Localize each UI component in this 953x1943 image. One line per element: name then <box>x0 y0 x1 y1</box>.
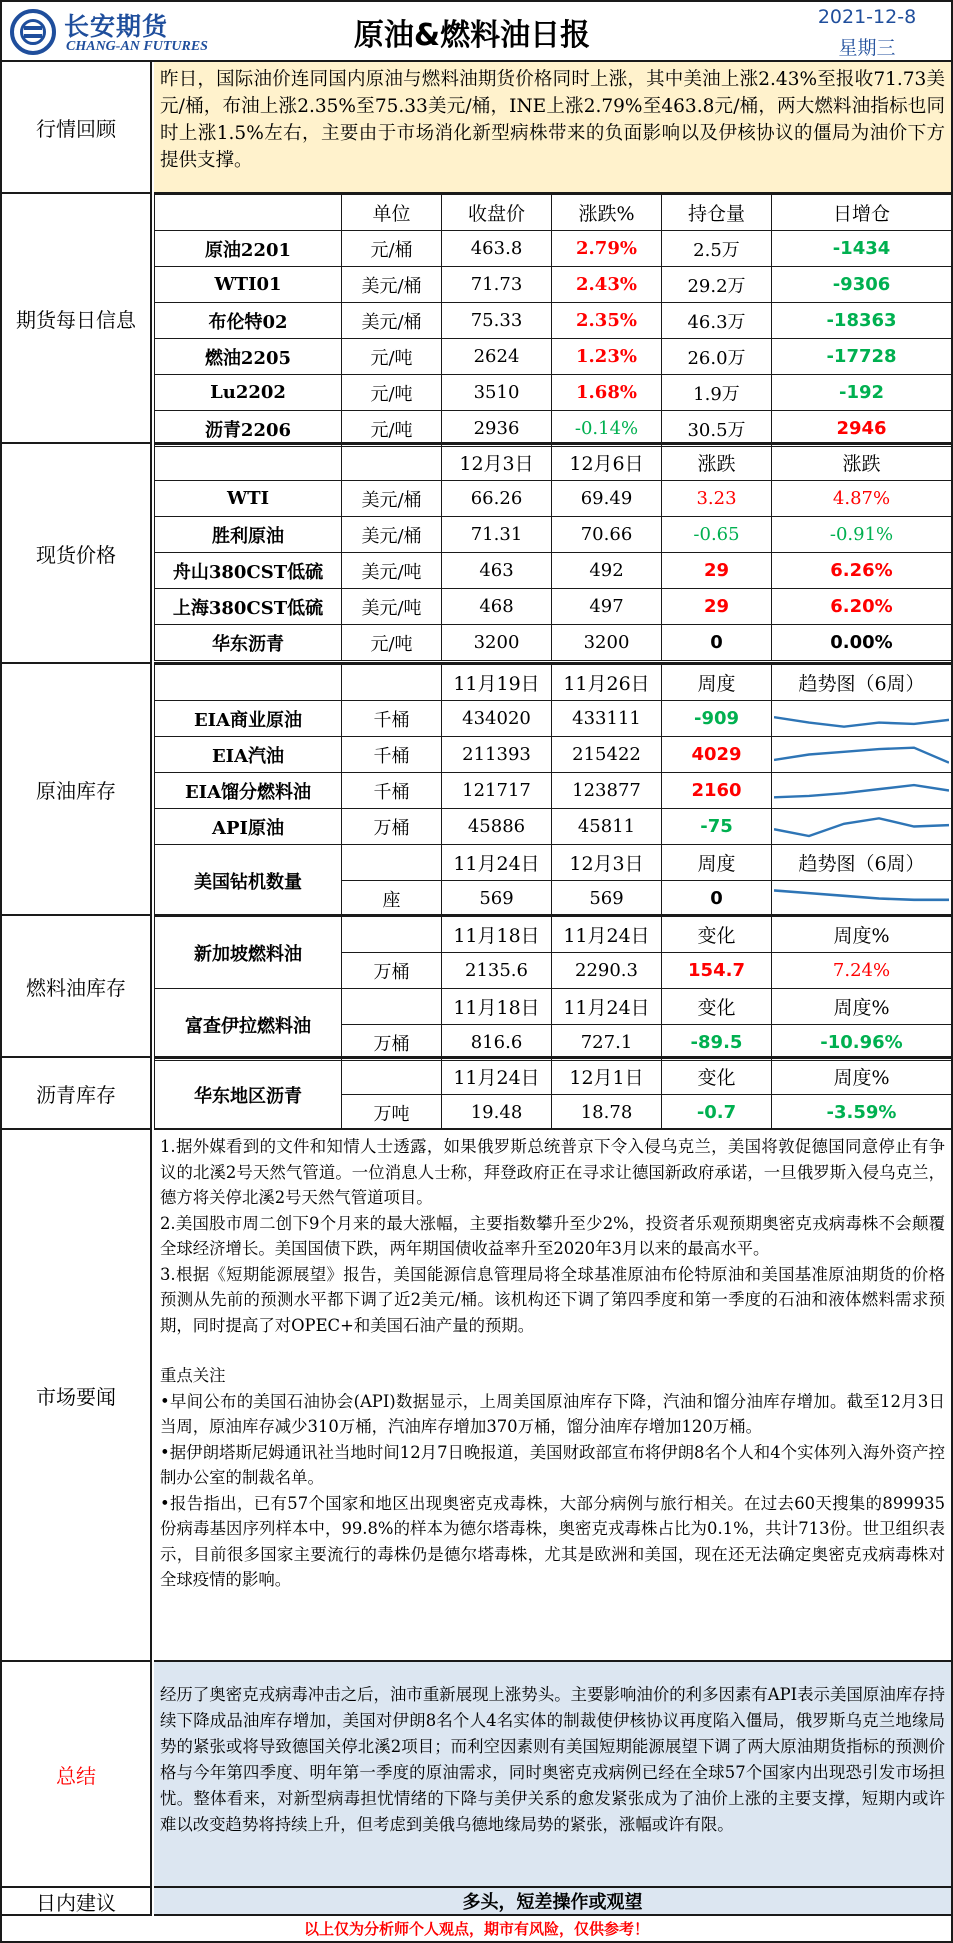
trend-sparkline <box>772 809 952 845</box>
crude-value-date1: 45886 <box>442 809 552 845</box>
fuel-inventory-section <box>154 916 951 1058</box>
crude-header-date1: 11月19日 <box>442 665 552 701</box>
fuel-header-change: 变化 <box>662 989 772 1025</box>
crude-row <box>155 773 952 809</box>
spot-unit: 美元/吨 <box>342 589 442 625</box>
crude-inventory-table <box>154 664 952 917</box>
futures-name: WTI01 <box>155 267 342 303</box>
crude-header-row <box>155 665 952 701</box>
fuel-header-date2: 11月24日 <box>552 917 662 953</box>
asphalt-unit: 万吨 <box>342 1095 442 1131</box>
crude-name: EIA商业原油 <box>155 701 342 737</box>
sparkline-path <box>774 818 949 836</box>
spot-row <box>155 517 952 553</box>
fuel-change: 154.7 <box>662 953 772 989</box>
spot-change-pct: 6.20% <box>772 589 952 625</box>
report-date: 2021-12-8 <box>817 6 917 28</box>
futures-oi: 29.2万 <box>662 267 772 303</box>
futures-oi-change: -17728 <box>772 339 952 375</box>
sparkline-path <box>774 785 949 797</box>
rig-header-row <box>155 845 952 881</box>
spot-name: WTI <box>155 481 342 517</box>
crude-header-blank <box>155 665 342 701</box>
summary-section <box>154 1662 951 1888</box>
crude-value-date2: 433111 <box>552 701 662 737</box>
crude-row <box>155 809 952 845</box>
futures-header-change: 涨跌% <box>552 195 662 231</box>
spot-row <box>155 625 952 661</box>
asphalt-inventory-table <box>154 1058 952 1131</box>
futures-section <box>154 194 951 444</box>
futures-close: 463.8 <box>442 231 552 267</box>
crude-name: EIA馏分燃料油 <box>155 773 342 809</box>
futures-oi: 30.5万 <box>662 411 772 447</box>
market-review-text: 昨日，国际油价连同国内原油与燃料油期货价格同时上涨，其中美油上涨2.43%至报收71.73美元/桶，布油上涨2.35%至75.33美元/桶，INE上涨2.79%至463.8元/桶，两大燃料油指标也同时上涨1.5%左右，主要由于市场消化新型病株带来的负面影响以及伊核协议的僵局为油价下方提供支撑。 <box>154 62 951 192</box>
asphalt-name: 华东地区沥青 <box>155 1059 342 1131</box>
crude-row <box>155 701 952 737</box>
news-item: •报告指出，已有57个国家和地区出现奥密克戎毒株，大部分病例与旅行相关。在过去60天搜集的899935份病毒基因序列样本中，99.8%的样本为德尔塔毒株，奥密克戎毒株占比为0.1%，共计713份。世卫组织表示，目前很多国家主要流行的毒株仍是德尔塔毒株，尤其是欧洲和美国，现在还无法确定奥密克戎病毒株对全球疫情的影响。 <box>160 1493 945 1589</box>
fuel-header-change: 变化 <box>662 917 772 953</box>
fuel-unit: 万桶 <box>342 953 442 989</box>
spot-change-pct: 6.26% <box>772 553 952 589</box>
futures-oi: 2.5万 <box>662 231 772 267</box>
sparkline-path <box>774 748 949 763</box>
fuel-value-date1: 2135.6 <box>442 953 552 989</box>
futures-row <box>155 375 952 411</box>
report-weekday: 星期三 <box>838 37 896 59</box>
trend-sparkline <box>772 881 952 917</box>
spot-value-date2: 3200 <box>552 625 662 661</box>
spot-value-date2: 70.66 <box>552 517 662 553</box>
crude-header-blank-unit <box>342 665 442 701</box>
label-market-news: 市场要闻 <box>2 1130 152 1662</box>
crude-value-date2: 45811 <box>552 809 662 845</box>
futures-oi-change: -192 <box>772 375 952 411</box>
rig-weekly-change: 0 <box>662 881 772 917</box>
intraday-advice-text: 多头，短差操作或观望 <box>154 1888 951 1914</box>
futures-oi-change: -1434 <box>772 231 952 267</box>
crude-header-date2: 11月26日 <box>552 665 662 701</box>
futures-oi-change: -9306 <box>772 267 952 303</box>
rig-unit: 座 <box>342 881 442 917</box>
spot-change-pct: -0.91% <box>772 517 952 553</box>
futures-close: 71.73 <box>442 267 552 303</box>
spot-row <box>155 589 952 625</box>
crude-unit: 千桶 <box>342 737 442 773</box>
crude-value-date1: 211393 <box>442 737 552 773</box>
rig-header-date1: 11月24日 <box>442 845 552 881</box>
advice-section <box>154 1888 951 1916</box>
news-item: 3.根据《短期能源展望》报告，美国能源信息管理局将全球基准原油布伦特原油和美国基准原油期货的价格预测从先前的预测水平都下调了近2美元/桶。该机构还下调了第四季度和第一季度的石油和液体燃料需求预期，同时提高了对OPEC+和美国石油产量的预期。 <box>160 1264 945 1335</box>
futures-row <box>155 231 952 267</box>
spot-value-date1: 463 <box>442 553 552 589</box>
spot-change-pct: 4.87% <box>772 481 952 517</box>
spot-header-date2: 12月6日 <box>552 445 662 481</box>
spot-value-date1: 71.31 <box>442 517 552 553</box>
spot-value-date2: 492 <box>552 553 662 589</box>
rig-header-trend: 趋势图（6周） <box>772 845 952 881</box>
crude-weekly-change: -909 <box>662 701 772 737</box>
spot-change: 29 <box>662 553 772 589</box>
crude-inventory-section <box>154 664 951 916</box>
fuel-value-date1: 816.6 <box>442 1025 552 1061</box>
fuel-name: 富查伊拉燃料油 <box>155 989 342 1061</box>
spot-change-pct: 0.00% <box>772 625 952 661</box>
label-spot-price: 现货价格 <box>2 444 152 664</box>
futures-unit: 元/吨 <box>342 375 442 411</box>
rig-count-name: 美国钻机数量 <box>155 845 342 917</box>
spot-row <box>155 481 952 517</box>
rig-header-blank-unit <box>342 845 442 881</box>
futures-close: 75.33 <box>442 303 552 339</box>
report-header <box>2 2 951 62</box>
fuel-header-row <box>155 917 952 953</box>
futures-row <box>155 267 952 303</box>
futures-change: 2.79% <box>552 231 662 267</box>
crude-value-date2: 123877 <box>552 773 662 809</box>
crude-name: API原油 <box>155 809 342 845</box>
crude-weekly-change: 4029 <box>662 737 772 773</box>
asphalt-header-pct: 周度% <box>772 1059 952 1095</box>
logo-english-name: CHANG-AN FUTURES <box>66 39 208 54</box>
fuel-header-blank-unit <box>342 917 442 953</box>
spot-row <box>155 553 952 589</box>
spot-name: 舟山380CST低硫 <box>155 553 342 589</box>
report-title: 原油&燃料油日报 <box>353 18 591 53</box>
rig-value-date1: 569 <box>442 881 552 917</box>
spot-name: 上海380CST低硫 <box>155 589 342 625</box>
spot-table <box>154 444 952 661</box>
spot-unit: 元/吨 <box>342 625 442 661</box>
asphalt-header-row <box>155 1059 952 1095</box>
rig-header-date2: 12月3日 <box>552 845 662 881</box>
futures-header-row <box>155 195 952 231</box>
news-item: •早间公布的美国石油协会(API)数据显示，上周美国原油库存下降，汽油和馏分油库存增加。截至12月3日当周，原油库存减少310万桶，汽油库存增加370万桶，馏分油库存增加120万桶。 <box>160 1391 945 1436</box>
futures-row <box>155 339 952 375</box>
fuel-header-pct: 周度% <box>772 917 952 953</box>
market-news-text <box>154 1130 951 1660</box>
news-item: 2.美国股市周二创下9个月来的最大涨幅，主要指数攀升至少2%，投资者乐观预期奥密克戎病毒株不会颠覆全球经济增长。美国国债下跌，两年期国债收益率升至2020年3月以来的最高水平。 <box>160 1213 945 1258</box>
fuel-pct: 7.24% <box>772 953 952 989</box>
futures-oi-change: 2946 <box>772 411 952 447</box>
crude-value-date2: 215422 <box>552 737 662 773</box>
fuel-name: 新加坡燃料油 <box>155 917 342 989</box>
spot-header-row <box>155 445 952 481</box>
spot-header-change: 涨跌 <box>662 445 772 481</box>
trend-sparkline <box>772 701 952 737</box>
futures-close: 2936 <box>442 411 552 447</box>
fuel-header-date2: 11月24日 <box>552 989 662 1025</box>
futures-oi: 26.0万 <box>662 339 772 375</box>
futures-change: -0.14% <box>552 411 662 447</box>
futures-row <box>155 303 952 339</box>
spot-unit: 美元/桶 <box>342 517 442 553</box>
futures-header-close: 收盘价 <box>442 195 552 231</box>
spot-value-date2: 497 <box>552 589 662 625</box>
crude-header-trend: 趋势图（6周） <box>772 665 952 701</box>
fuel-value-date2: 727.1 <box>552 1025 662 1061</box>
news-focus-heading: 重点关注 <box>160 1366 226 1385</box>
spot-value-date2: 69.49 <box>552 481 662 517</box>
fuel-header-row <box>155 989 952 1025</box>
futures-name: Lu2202 <box>155 375 342 411</box>
spot-change: 29 <box>662 589 772 625</box>
market-news-section <box>154 1130 951 1662</box>
spot-name: 华东沥青 <box>155 625 342 661</box>
crude-unit: 千桶 <box>342 701 442 737</box>
crude-header-weekly: 周度 <box>662 665 772 701</box>
spot-change: 3.23 <box>662 481 772 517</box>
futures-unit: 元/吨 <box>342 411 442 447</box>
fuel-pct: -10.96% <box>772 1025 952 1061</box>
spot-header-date1: 12月3日 <box>442 445 552 481</box>
futures-close: 3510 <box>442 375 552 411</box>
futures-unit: 美元/桶 <box>342 267 442 303</box>
spot-section <box>154 444 951 664</box>
spot-header-change-pct: 涨跌 <box>772 445 952 481</box>
spot-value-date1: 3200 <box>442 625 552 661</box>
company-logo <box>10 7 210 57</box>
fuel-inventory-table <box>154 916 952 1061</box>
futures-change: 1.68% <box>552 375 662 411</box>
asphalt-header-blank-unit <box>342 1059 442 1095</box>
asphalt-inventory-section <box>154 1058 951 1130</box>
fuel-change: -89.5 <box>662 1025 772 1061</box>
label-intraday-advice: 日内建议 <box>2 1888 152 1916</box>
futures-unit: 美元/桶 <box>342 303 442 339</box>
spot-change: -0.65 <box>662 517 772 553</box>
fuel-header-blank-unit <box>342 989 442 1025</box>
asphalt-header-change: 变化 <box>662 1059 772 1095</box>
logo-emblem-icon <box>10 9 56 55</box>
logo-chinese-name: 长安期货 <box>64 12 169 41</box>
crude-value-date1: 121717 <box>442 773 552 809</box>
futures-header-oi: 持仓量 <box>662 195 772 231</box>
spot-value-date1: 468 <box>442 589 552 625</box>
fuel-header-date1: 11月18日 <box>442 917 552 953</box>
sparkline-path <box>774 717 949 727</box>
crude-unit: 万桶 <box>342 809 442 845</box>
market-review-section <box>154 62 951 194</box>
news-item: 1.据外媒看到的文件和知情人士透露，如果俄罗斯总统普京下令入侵乌克兰，美国将敦促德国同意停止有争议的北溪2号天然气管道。一位消息人士称，拜登政府正在寻求让德国新政府承诺，一旦俄罗斯入侵乌克兰，德方将关停北溪2号天然气管道项目。 <box>160 1137 945 1207</box>
futures-change: 2.43% <box>552 267 662 303</box>
asphalt-value-date2: 18.78 <box>552 1095 662 1131</box>
spot-name: 胜利原油 <box>155 517 342 553</box>
futures-oi: 1.9万 <box>662 375 772 411</box>
spot-header-blank-unit <box>342 445 442 481</box>
rig-header-weekly: 周度 <box>662 845 772 881</box>
sparkline-path <box>774 890 949 899</box>
asphalt-header-date1: 11月24日 <box>442 1059 552 1095</box>
futures-header-blank <box>155 195 342 231</box>
spot-unit: 美元/桶 <box>342 481 442 517</box>
spot-header-blank <box>155 445 342 481</box>
label-futures-daily: 期货每日信息 <box>2 194 152 444</box>
futures-name: 燃油2205 <box>155 339 342 375</box>
label-market-review: 行情回顾 <box>2 62 152 194</box>
label-asphalt-inventory: 沥青库存 <box>2 1058 152 1130</box>
fuel-header-date1: 11月18日 <box>442 989 552 1025</box>
trend-sparkline <box>772 737 952 773</box>
futures-row <box>155 411 952 447</box>
futures-change: 1.23% <box>552 339 662 375</box>
rig-value-date2: 569 <box>552 881 662 917</box>
fuel-value-date2: 2290.3 <box>552 953 662 989</box>
futures-oi: 46.3万 <box>662 303 772 339</box>
spot-unit: 美元/吨 <box>342 553 442 589</box>
futures-close: 2624 <box>442 339 552 375</box>
futures-change: 2.35% <box>552 303 662 339</box>
label-summary: 总结 <box>2 1662 152 1888</box>
risk-disclaimer: 以上仅为分析师个人观点，期市有风险，仅供参考！ <box>303 1920 649 1938</box>
crude-value-date1: 434020 <box>442 701 552 737</box>
asphalt-pct: -3.59% <box>772 1095 952 1131</box>
futures-table <box>154 194 952 447</box>
fuel-header-pct: 周度% <box>772 989 952 1025</box>
futures-unit: 元/桶 <box>342 231 442 267</box>
fuel-unit: 万桶 <box>342 1025 442 1061</box>
futures-name: 布伦特02 <box>155 303 342 339</box>
news-item: •据伊朗塔斯尼姆通讯社当地时间12月7日晚报道，美国财政部宣布将伊朗8名个人和4个实体列入海外资产控制办公室的制裁名单。 <box>160 1442 945 1487</box>
crude-unit: 千桶 <box>342 773 442 809</box>
futures-header-oi-change: 日增仓 <box>772 195 952 231</box>
futures-name: 沥青2206 <box>155 411 342 447</box>
crude-weekly-change: 2160 <box>662 773 772 809</box>
asphalt-value-date1: 19.48 <box>442 1095 552 1131</box>
futures-name: 原油2201 <box>155 231 342 267</box>
label-fuel-inventory: 燃料油库存 <box>2 916 152 1058</box>
crude-row <box>155 737 952 773</box>
trend-sparkline <box>772 773 952 809</box>
crude-name: EIA汽油 <box>155 737 342 773</box>
futures-unit: 元/吨 <box>342 339 442 375</box>
futures-oi-change: -18363 <box>772 303 952 339</box>
spot-value-date1: 66.26 <box>442 481 552 517</box>
spot-change: 0 <box>662 625 772 661</box>
asphalt-header-date2: 12月1日 <box>552 1059 662 1095</box>
crude-weekly-change: -75 <box>662 809 772 845</box>
news-spacer <box>160 1338 945 1363</box>
label-crude-inventory: 原油库存 <box>2 664 152 916</box>
asphalt-change: -0.7 <box>662 1095 772 1131</box>
summary-text: 经历了奥密克戎病毒冲击之后，油市重新展现上涨势头。主要影响油价的利多因素有API表示美国原油库存持续下降成品油库存增加，美国对伊朗8名个人4名实体的制裁使伊核协议再度陷入僵局，俄罗斯乌克兰地缘局势的紧张或将导致德国关停北溪2项目；而利空因素则有美国短期能源展望下调了两大原油期货指标的预测价格与今年第四季度、明年第一季度的原油需求，同时奥密克戎病例已经在全球57个国家内出现恐引发市场担忧。整体看来，对新型病毒担忧情绪的下降与美伊关系的愈发紧张成为了油价上涨的主要支撑，短期内或许难以改变趋势将持续上升，但考虑到美俄乌德地缘局势的紧张，涨幅或许有限。 <box>154 1662 951 1886</box>
futures-header-unit: 单位 <box>342 195 442 231</box>
